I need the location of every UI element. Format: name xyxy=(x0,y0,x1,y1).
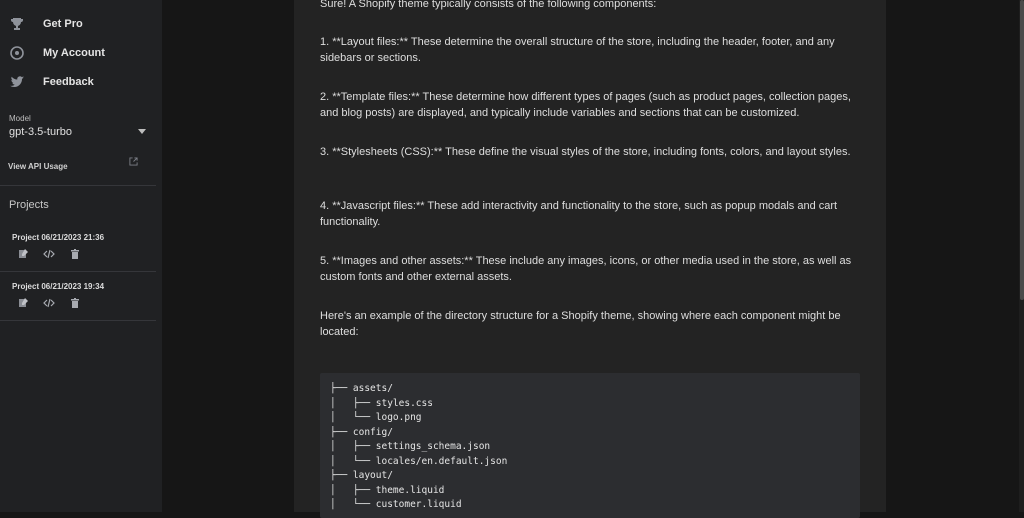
nav-get-pro-label: Get Pro xyxy=(43,18,83,30)
twitter-icon xyxy=(9,74,25,90)
trash-icon[interactable] xyxy=(68,296,82,310)
model-select[interactable] xyxy=(6,122,152,142)
nav-get-pro[interactable] xyxy=(0,11,162,37)
nav-my-account[interactable] xyxy=(0,40,162,66)
message-paragraph: 5. **Images and other assets:** These include any images, icons, or other media used in the store, as well as custom fonts and other external assets. xyxy=(320,255,852,283)
sidebar xyxy=(0,0,162,512)
chat-area xyxy=(162,0,1024,512)
code-text: ├── assets/ │ ├── styles.css │ └── logo.png ├── config/ │ ├── settings_schema.json │ └── locales/en.default.json ├── layout/ │ ├── theme.liquid │ └── customer.liquid xyxy=(330,383,508,510)
chevron-down-icon xyxy=(138,129,146,134)
code-block xyxy=(320,373,860,518)
nav-feedback-label: Feedback xyxy=(43,76,94,88)
trophy-icon xyxy=(9,16,25,32)
project-title: Project 06/21/2023 19:34 xyxy=(12,282,105,291)
nav-feedback[interactable] xyxy=(0,69,162,95)
model-label: Model xyxy=(9,114,31,123)
message-paragraph: 1. **Layout files:** These determine the overall structure of the store, including the header, footer, and any sidebars or sections. xyxy=(320,36,835,64)
scrollbar-thumb[interactable] xyxy=(1020,0,1024,300)
code-icon[interactable] xyxy=(42,247,56,261)
sidebar-divider xyxy=(0,185,156,186)
assistant-message xyxy=(294,0,886,512)
code-icon[interactable] xyxy=(42,296,56,310)
message-paragraph: 2. **Template files:** These determine how different types of pages (such as product pages, collection pages, and blog posts) are displayed, and typically include variables and sections that can be customized. xyxy=(320,91,851,119)
account-icon xyxy=(9,45,25,61)
project-divider xyxy=(0,320,156,321)
view-api-usage-label: View API Usage xyxy=(8,162,68,171)
message-paragraph: 4. **Javascript files:** These add interactivity and functionality to the store, such as popup modals and cart functionality. xyxy=(320,200,838,228)
message-paragraph: Here's an example of the directory structure for a Shopify theme, showing where each component might be located: xyxy=(320,310,841,338)
edit-icon[interactable] xyxy=(16,247,30,261)
external-link-icon xyxy=(129,157,138,166)
model-value: gpt-3.5-turbo xyxy=(9,126,72,138)
project-item[interactable] xyxy=(0,282,156,328)
nav-my-account-label: My Account xyxy=(43,47,105,59)
message-paragraph: Sure! A Shopify theme typically consists of the following components: xyxy=(320,0,657,10)
project-title: Project 06/21/2023 21:36 xyxy=(12,233,105,242)
message-paragraph: 3. **Stylesheets (CSS):** These define the visual styles of the store, including fonts, colors, and layout styles. xyxy=(320,146,851,158)
view-api-usage-link[interactable] xyxy=(8,156,138,170)
project-item[interactable] xyxy=(0,233,156,279)
projects-heading: Projects xyxy=(9,199,49,211)
scrollbar[interactable] xyxy=(1019,0,1024,512)
edit-icon[interactable] xyxy=(16,296,30,310)
trash-icon[interactable] xyxy=(68,247,82,261)
project-divider xyxy=(0,271,156,272)
